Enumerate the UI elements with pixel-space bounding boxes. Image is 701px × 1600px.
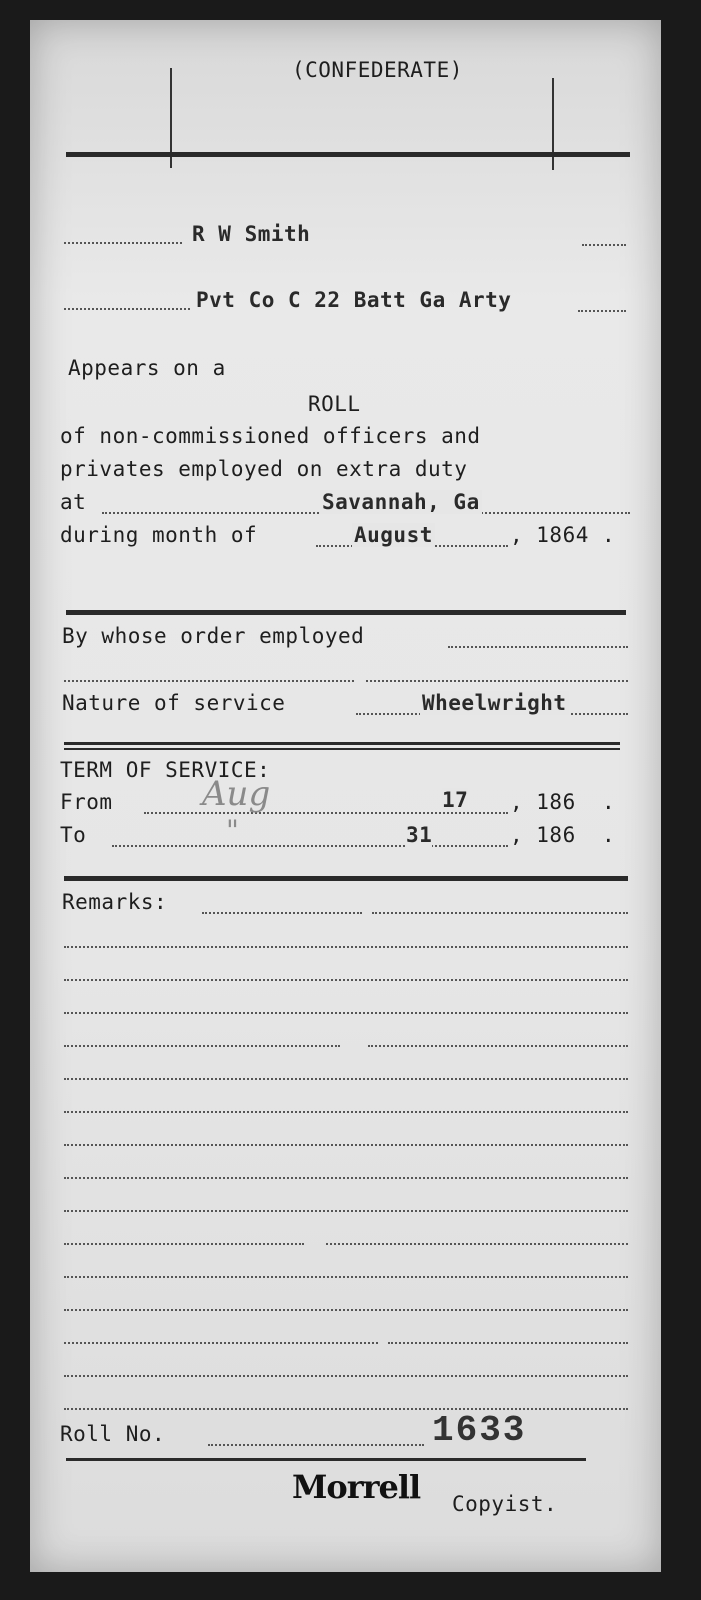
month-value: August (354, 523, 433, 547)
to-handwritten-ditto: " (226, 814, 239, 847)
unit-trailer (578, 310, 626, 312)
section-rule-2 (64, 742, 620, 745)
order-label: By whose order employed (62, 624, 365, 648)
remarks-line (64, 1408, 628, 1410)
name-trailer (582, 244, 626, 246)
footer-rule (66, 1458, 586, 1461)
remarks-line (64, 1144, 628, 1146)
year-text: , 1864 . (510, 523, 616, 547)
remarks-line (64, 1309, 628, 1311)
intro-line-1: of non-commissioned officers and (60, 424, 481, 448)
nature-label: Nature of service (62, 691, 286, 715)
from-handwritten-month: Aug (202, 774, 271, 814)
remarks-leader-2 (372, 912, 628, 914)
remarks-label: Remarks: (62, 890, 168, 914)
remarks-line (64, 1375, 628, 1377)
to-year: , 186 . (510, 823, 616, 847)
roll-number: 1633 (432, 1410, 527, 1451)
unit-leader (64, 308, 190, 310)
order-line-2b (366, 680, 628, 682)
soldier-name: R W Smith (192, 222, 311, 246)
remarks-line (64, 1276, 628, 1278)
remarks-line (64, 1177, 628, 1179)
location-value: Savannah, Ga (322, 490, 480, 514)
remarks-line (64, 1243, 304, 1245)
at-label: at (60, 490, 87, 514)
to-label: To (60, 823, 87, 847)
order-line-2a (64, 680, 354, 682)
remarks-leader (202, 912, 362, 914)
roll-number-leader (208, 1444, 424, 1446)
term-heading: TERM OF SERVICE: (60, 758, 271, 782)
soldier-unit: Pvt Co C 22 Batt Ga Arty (196, 288, 512, 312)
from-year: , 186 . (510, 790, 616, 814)
remarks-line (64, 1012, 628, 1014)
from-day: 17 (442, 788, 469, 812)
intro-line-2: privates employed on extra duty (60, 457, 468, 481)
copyist-name-stamp: Morrell (292, 1468, 421, 1506)
remarks-line (64, 1342, 378, 1344)
order-leader (448, 646, 628, 648)
remarks-line (64, 1111, 628, 1113)
from-leader (144, 812, 508, 814)
header-rule (66, 152, 630, 157)
month-label: during month of (60, 523, 258, 547)
copyist-label: Copyist. (452, 1492, 558, 1516)
service-record-card (30, 20, 661, 1572)
to-day: 31 (406, 823, 433, 847)
remarks-line (368, 1045, 628, 1047)
remarks-line (64, 1078, 628, 1080)
remarks-line (64, 946, 628, 948)
section-rule-1 (66, 610, 626, 615)
roll-heading: ROLL (308, 392, 361, 416)
name-leader (64, 242, 182, 244)
nature-value: Wheelwright (422, 691, 567, 715)
section-rule-2b (64, 748, 620, 750)
remarks-line (64, 979, 628, 981)
roll-number-label: Roll No. (60, 1422, 166, 1446)
to-leader (112, 845, 508, 847)
remarks-line (64, 1210, 628, 1212)
remarks-line (388, 1342, 628, 1344)
appears-on-text: Appears on a (68, 356, 226, 380)
header-title: (CONFEDERATE) (292, 58, 463, 82)
section-rule-3 (64, 876, 628, 881)
remarks-line (64, 1045, 340, 1047)
from-label: From (60, 790, 113, 814)
remarks-line (326, 1243, 628, 1245)
